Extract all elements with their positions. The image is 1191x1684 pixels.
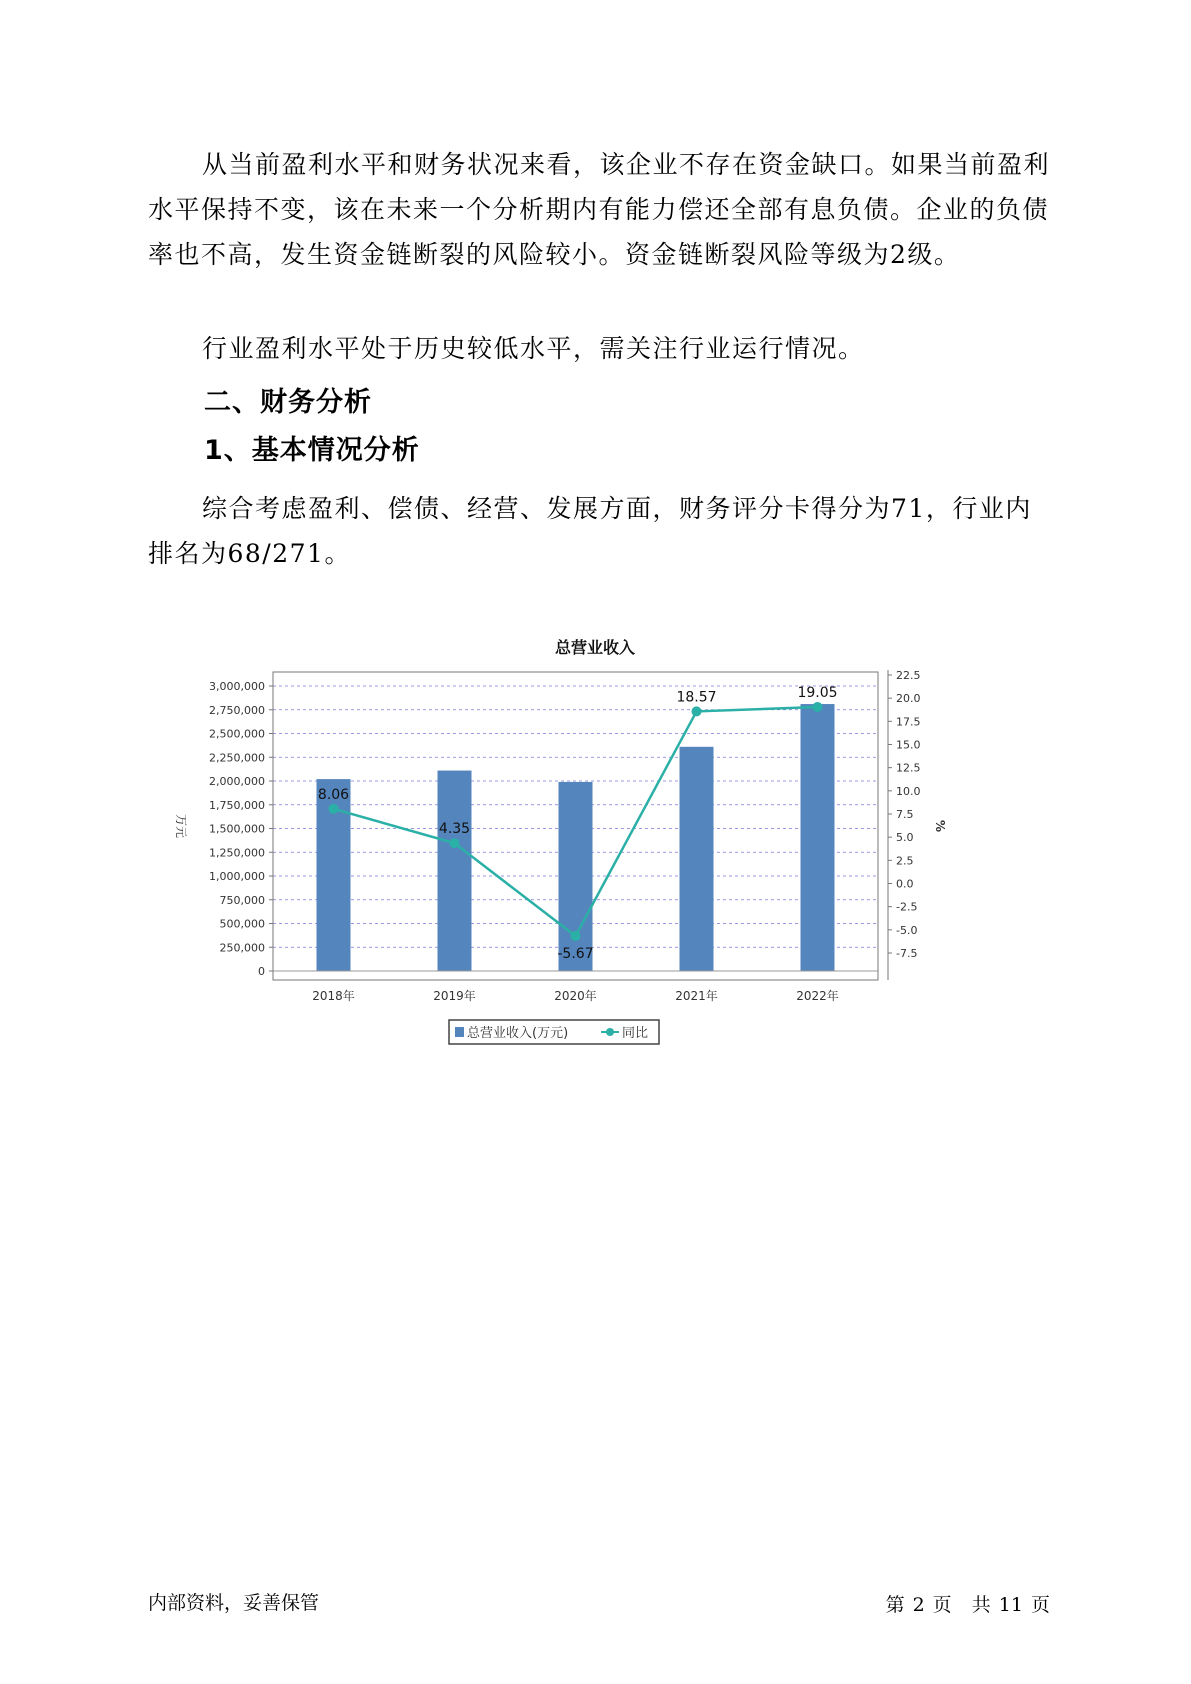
right-tick-label: 10.0 <box>896 784 921 798</box>
chart-svg <box>160 630 1020 1090</box>
footer-confidential: 内部资料，妥善保管 <box>148 1592 320 1614</box>
growth-data-label: 18.57 <box>676 689 717 706</box>
x-tick-label: 2022年 <box>796 989 839 1003</box>
right-tick-label: -2.5 <box>896 900 918 914</box>
left-tick-label: 1,250,000 <box>209 846 265 860</box>
growth-data-label: 19.05 <box>797 684 838 701</box>
left-tick-label: 500,000 <box>219 917 265 931</box>
left-tick-label: 2,000,000 <box>209 775 265 788</box>
total-pages: 11 <box>998 1594 1023 1616</box>
right-tick-label: 15.0 <box>896 738 921 752</box>
left-tick-label: 1,750,000 <box>209 798 265 812</box>
left-axis <box>209 680 273 978</box>
growth-data-label: 4.35 <box>438 821 471 838</box>
subsection-heading: 1、基本情况分析 <box>204 435 420 466</box>
right-tick-label: 0.0 <box>896 877 914 891</box>
legend <box>449 1020 659 1044</box>
legend-line-marker <box>606 1028 614 1036</box>
x-tick-label: 2021年 <box>675 989 718 1003</box>
right-tick-label: 12.5 <box>896 761 921 775</box>
paragraph-funding-gap <box>148 142 1054 277</box>
section-heading: 二、财务分析 <box>204 387 372 418</box>
right-tick-label: 22.5 <box>896 669 921 682</box>
x-tick-label: 2020年 <box>554 989 597 1003</box>
left-tick-label: 2,250,000 <box>209 751 265 765</box>
growth-point <box>571 931 581 941</box>
revenue-chart <box>160 630 1020 1090</box>
paragraph-text: 从当前盈利水平和财务状况来看，该企业不存在资金缺口。如果当前盈利水平保持不变，该在未来一个分析期内有能力偿还全部有息负债。企业的负债率也不高，发生资金链断裂的风险较小。资金链断裂风险等级为2级。 <box>148 150 1051 269</box>
growth-point <box>329 804 339 814</box>
right-tick-label: -7.5 <box>896 947 918 960</box>
page-number: 2 <box>912 1594 925 1616</box>
legend-bar-label: 总营业收入(万元) <box>467 1026 569 1041</box>
chart-title: 总营业收入 <box>554 638 636 657</box>
growth-data-label: -5.67 <box>557 946 594 963</box>
paragraph-score <box>148 486 1054 576</box>
legend-line-label: 同比 <box>622 1026 649 1041</box>
right-tick-label: 7.5 <box>896 808 914 821</box>
footer-page-info <box>882 1590 1054 1617</box>
left-tick-label: 2,500,000 <box>209 727 265 741</box>
paragraph-text: 综合考虑盈利、偿债、经营、发展方面，财务评分卡得分为71，行业内排名为68/271。 <box>148 494 1032 568</box>
right-tick-label: 17.5 <box>896 715 921 729</box>
y-axis-label-right: % <box>933 819 947 833</box>
paragraph-industry-profit <box>148 326 1054 371</box>
left-tick-label: 1,500,000 <box>209 822 265 836</box>
right-tick-label: 5.0 <box>896 831 914 845</box>
y-axis-label-left: 万元 <box>174 813 188 839</box>
left-tick-label: 2,750,000 <box>209 703 265 717</box>
growth-point <box>813 702 823 712</box>
x-tick-label: 2019年 <box>433 989 476 1003</box>
growth-data-label: 8.06 <box>317 786 350 803</box>
right-tick-label: -5.0 <box>896 923 918 937</box>
revenue-bar <box>438 771 472 971</box>
left-tick-label: 250,000 <box>219 941 265 955</box>
growth-point <box>450 838 460 848</box>
right-tick-label: 2.5 <box>896 854 914 868</box>
page-unit: 页 <box>932 1594 952 1616</box>
left-tick-label: 0 <box>258 965 265 978</box>
total-prefix: 共 <box>971 1594 991 1616</box>
left-tick-label: 1,000,000 <box>209 870 265 883</box>
revenue-bar <box>680 747 714 971</box>
page-prefix: 第 <box>885 1594 905 1616</box>
left-tick-label: 750,000 <box>219 893 265 907</box>
left-tick-label: 3,000,000 <box>209 680 265 693</box>
revenue-bar <box>801 704 835 971</box>
x-tick-label: 2018年 <box>312 989 355 1003</box>
growth-point <box>692 706 702 716</box>
legend-bar-swatch <box>455 1027 464 1037</box>
paragraph-text: 行业盈利水平处于历史较低水平，需关注行业运行情况。 <box>202 334 865 363</box>
right-tick-label: 20.0 <box>896 692 921 706</box>
total-unit: 页 <box>1030 1594 1050 1616</box>
right-axis <box>888 669 921 980</box>
revenue-bar <box>559 782 593 971</box>
